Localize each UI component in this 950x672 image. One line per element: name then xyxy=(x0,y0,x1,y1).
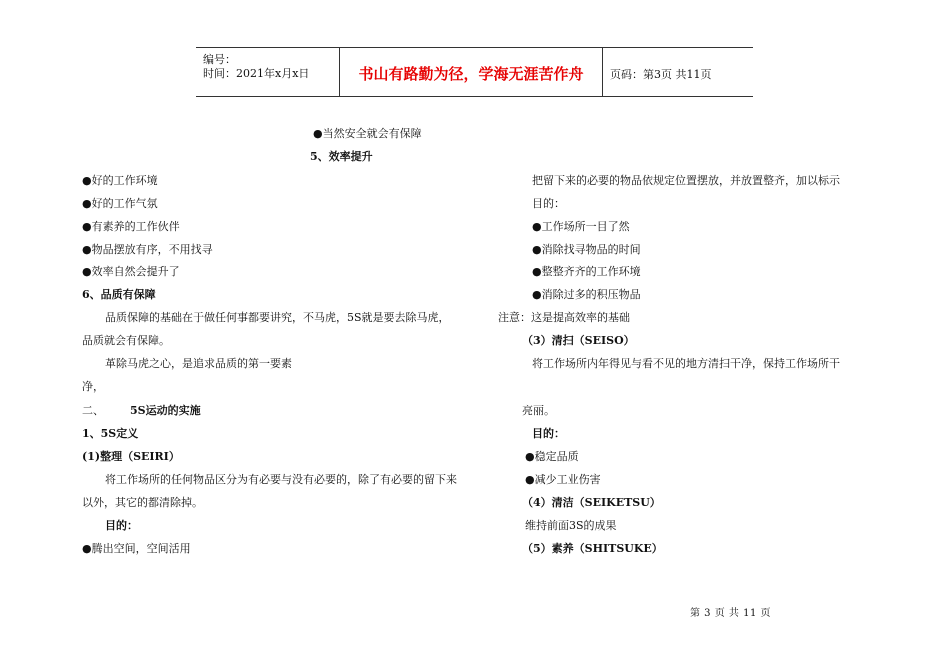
shitsuke-title: （5）素养（SHITSUKE） xyxy=(522,542,663,555)
seiton-bullet: ●消除找寻物品的时间 xyxy=(532,243,641,256)
seiton-bullet: ●消除过多的积压物品 xyxy=(532,288,641,301)
seiso-paragraph: 将工作场所内年得见与看不见的地方清扫干净，保持工作场所干 xyxy=(532,357,840,370)
efficiency-item: ●好的工作气氛 xyxy=(82,197,158,210)
page-footer: 第 3 页 共 11 页 xyxy=(690,608,771,619)
seiton-bullet: ●工作场所一目了然 xyxy=(532,220,630,233)
seiketsu-paragraph: 维持前面3S的成果 xyxy=(525,519,617,532)
seiso-title: （3）清扫（SEISO） xyxy=(522,334,635,347)
quality-paragraph: 革除马虎之心，是追求品质的第一要素 xyxy=(105,357,292,370)
seiton-paragraph: 把留下来的必要的物品依规定位置摆放，并放置整齐，加以标示 xyxy=(532,174,840,187)
safety-line: ●当然安全就会有保障 xyxy=(313,127,422,140)
seiri-bullet: ●腾出空间，空间活用 xyxy=(82,542,191,555)
header-divider-2 xyxy=(602,48,603,96)
seiri-title: (1)整理（SEIRI） xyxy=(82,450,180,463)
quality-paragraph: 品质保障的基础在于做任何事都要讲究，不马虎，5S就是要去除马虎， xyxy=(105,311,450,324)
section-2-title: 5S运动的实施 xyxy=(130,404,201,417)
section-5-title: 5、效率提升 xyxy=(310,150,373,163)
seiso-bullet: ●减少工业伤害 xyxy=(525,473,601,486)
page-header xyxy=(196,47,753,97)
seiso-bullet: ●稳定品质 xyxy=(525,450,579,463)
header-time-label: 时间：2021年x月x日 xyxy=(203,67,310,80)
section-6-title: 6、品质有保障 xyxy=(82,288,156,301)
seiri-paragraph: 将工作场所的任何物品区分为有必要与没有必要的，除了有必要的留下来 xyxy=(105,473,457,486)
seiton-bullet: ●整整齐齐的工作环境 xyxy=(532,265,641,278)
seiton-purpose: 目的： xyxy=(532,197,565,210)
note-line: 注意：这是提高效率的基础 xyxy=(498,311,630,324)
quality-paragraph: 净， xyxy=(82,380,104,393)
header-divider-1 xyxy=(339,48,340,96)
header-motto: 书山有路勤为径，学海无涯苦作舟 xyxy=(358,65,584,83)
purpose-label: 目的： xyxy=(532,427,565,440)
seiketsu-title: （4）清洁（SEIKETSU） xyxy=(522,496,661,509)
header-number-label: 编号： xyxy=(203,53,236,66)
efficiency-item: ●有素养的工作伙伴 xyxy=(82,220,180,233)
definition-title: 1、5S定义 xyxy=(82,427,139,440)
efficiency-item: ●效率自然会提升了 xyxy=(82,265,180,278)
header-page-info: 页码：第3页 共11页 xyxy=(610,68,712,81)
header-meta xyxy=(203,53,309,81)
purpose-label: 目的： xyxy=(105,519,138,532)
section-2-number: 二、 xyxy=(82,404,104,417)
efficiency-item: ●物品摆放有序，不用找寻 xyxy=(82,243,213,256)
efficiency-item: ●好的工作环境 xyxy=(82,174,158,187)
quality-paragraph: 品质就会有保障。 xyxy=(82,334,170,347)
seiri-paragraph: 以外，其它的都清除掉。 xyxy=(82,496,203,509)
seiso-paragraph: 亮丽。 xyxy=(522,404,555,417)
